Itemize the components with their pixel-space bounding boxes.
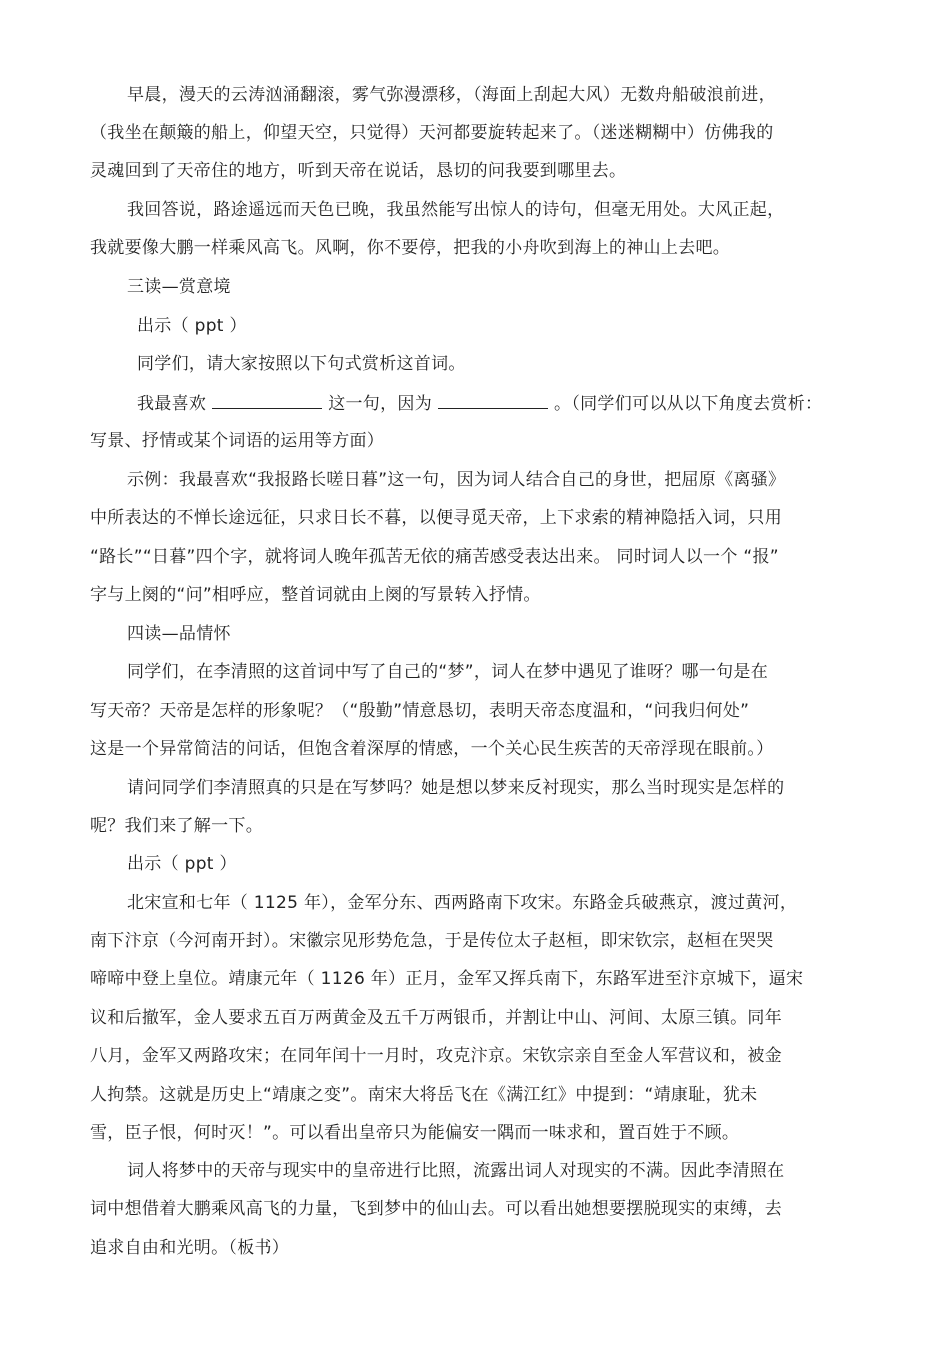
paragraph-line: 灵魂回到了天帝住的地方，听到天帝在说话，恳切的问我要到哪里去。 xyxy=(90,161,627,181)
fill-in-part-c: 。（同学们可以从以下角度去赏析： xyxy=(554,394,823,414)
fill-in-part-a: 我最喜欢 xyxy=(137,394,207,414)
paragraph-line: 示例：我最喜欢“我报路长嗟日暮”这一句，因为词人结合自己的身世，把屈原《离骚》 xyxy=(127,470,786,490)
paragraph-line: 出示（ ppt ） xyxy=(127,854,237,874)
fill-in-blank xyxy=(212,392,322,409)
paragraph-line: 议和后撤军，金人要求五百万两黄金及五千万两银币，并割让中山、河间、太原三镇。同年 xyxy=(90,1008,782,1028)
section-heading: 三读—赏意境 xyxy=(127,277,231,297)
section-heading: 四读—品情怀 xyxy=(127,624,231,644)
paragraph-line: 我就要像大鹏一样乘风高飞。风啊，你不要停，把我的小舟吹到海上的神山上去吧。 xyxy=(90,238,731,258)
fill-in-sentence xyxy=(137,392,822,415)
paragraph-line: 同学们，请大家按照以下句式赏析这首词。 xyxy=(137,354,466,374)
paragraph-line: 八月，金军又两路攻宋；在同年闰十一月时，攻克汴京。宋钦宗亲自至金人军营议和，被金 xyxy=(90,1046,782,1066)
paragraph-line: 早晨，漫天的云涛汹涌翻滚，雾气弥漫漂移，（海面上刮起大风）无数舟船破浪前进， xyxy=(127,85,776,105)
paragraph-line: 出示（ ppt ） xyxy=(137,316,247,336)
paragraph-line: 这是一个异常简洁的问话，但饱含着深厚的情感，一个关心民生疾苦的天帝浮现在眼前。） xyxy=(90,739,774,759)
paragraph-line: 写景、抒情或某个词语的运用等方面） xyxy=(90,431,385,451)
paragraph-line: “路长”“日暮”四个字，就将词人晚年孤苦无依的痛苦感受表达出来。 同时词人以一个 “报” xyxy=(90,547,779,567)
fill-in-part-b: 这一句，因为 xyxy=(328,394,433,414)
paragraph-line: 啼啼中登上皇位。靖康元年（ 1126 年）正月，金军又挥兵南下，东路军进至汴京城下，逼宋 xyxy=(90,969,804,989)
paragraph-line: 词中想借着大鹏乘风高飞的力量，飞到梦中的仙山去。可以看出她想要摆脱现实的束缚，去 xyxy=(90,1199,782,1219)
paragraph-line: 北宋宣和七年（ 1125 年），金军分东、西两路南下攻宋。东路金兵破燕京，渡过黄河， xyxy=(127,893,798,913)
paragraph-line: 我回答说，路途遥远而天色已晚，我虽然能写出惊人的诗句，但毫无用处。大风正起， xyxy=(127,200,785,220)
paragraph-line: 雪，臣子恨，何时灭！”。可以看出皇帝只为能偏安一隅而一味求和，置百姓于不顾。 xyxy=(90,1123,740,1143)
paragraph-line: （我坐在颠簸的船上，仰望天空，只觉得）天河都要旋转起来了。（迷迷糊糊中）仿佛我的 xyxy=(90,123,774,143)
paragraph-line: 词人将梦中的天帝与现实中的皇帝进行比照，流露出词人对现实的不满。因此李清照在 xyxy=(127,1161,785,1181)
fill-in-blank xyxy=(438,392,548,409)
paragraph-line: 人拘禁。这就是历史上“靖康之变”。南宋大将岳飞在《满江红》中提到：“靖康耻，犹未 xyxy=(90,1085,758,1105)
paragraph-line: 呢？我们来了解一下。 xyxy=(90,816,263,836)
paragraph-line: 请问同学们李清照真的只是在写梦吗？她是想以梦来反衬现实，那么当时现实是怎样的 xyxy=(127,778,785,798)
paragraph-line: 写天帝？天帝是怎样的形象呢？（“殷勤”情意恳切，表明天帝态度温和，“问我归何处” xyxy=(90,701,750,721)
paragraph-line: 字与上阕的“问”相呼应，整首词就由上阕的写景转入抒情。 xyxy=(90,585,541,605)
paragraph-line: 追求自由和光明。（板书） xyxy=(90,1238,290,1258)
paragraph-line: 南下汴京（今河南开封）。宋徽宗见形势危急，于是传位太子赵桓，即宋钦宗，赵桓在哭哭 xyxy=(90,931,774,951)
paragraph-line: 中所表达的不惮长途远征，只求日长不暮，以便寻觅天帝，上下求索的精神隐括入词，只用 xyxy=(90,508,782,528)
paragraph-line: 同学们，在李清照的这首词中写了自己的“梦”，词人在梦中遇见了谁呀？哪一句是在 xyxy=(127,662,769,682)
